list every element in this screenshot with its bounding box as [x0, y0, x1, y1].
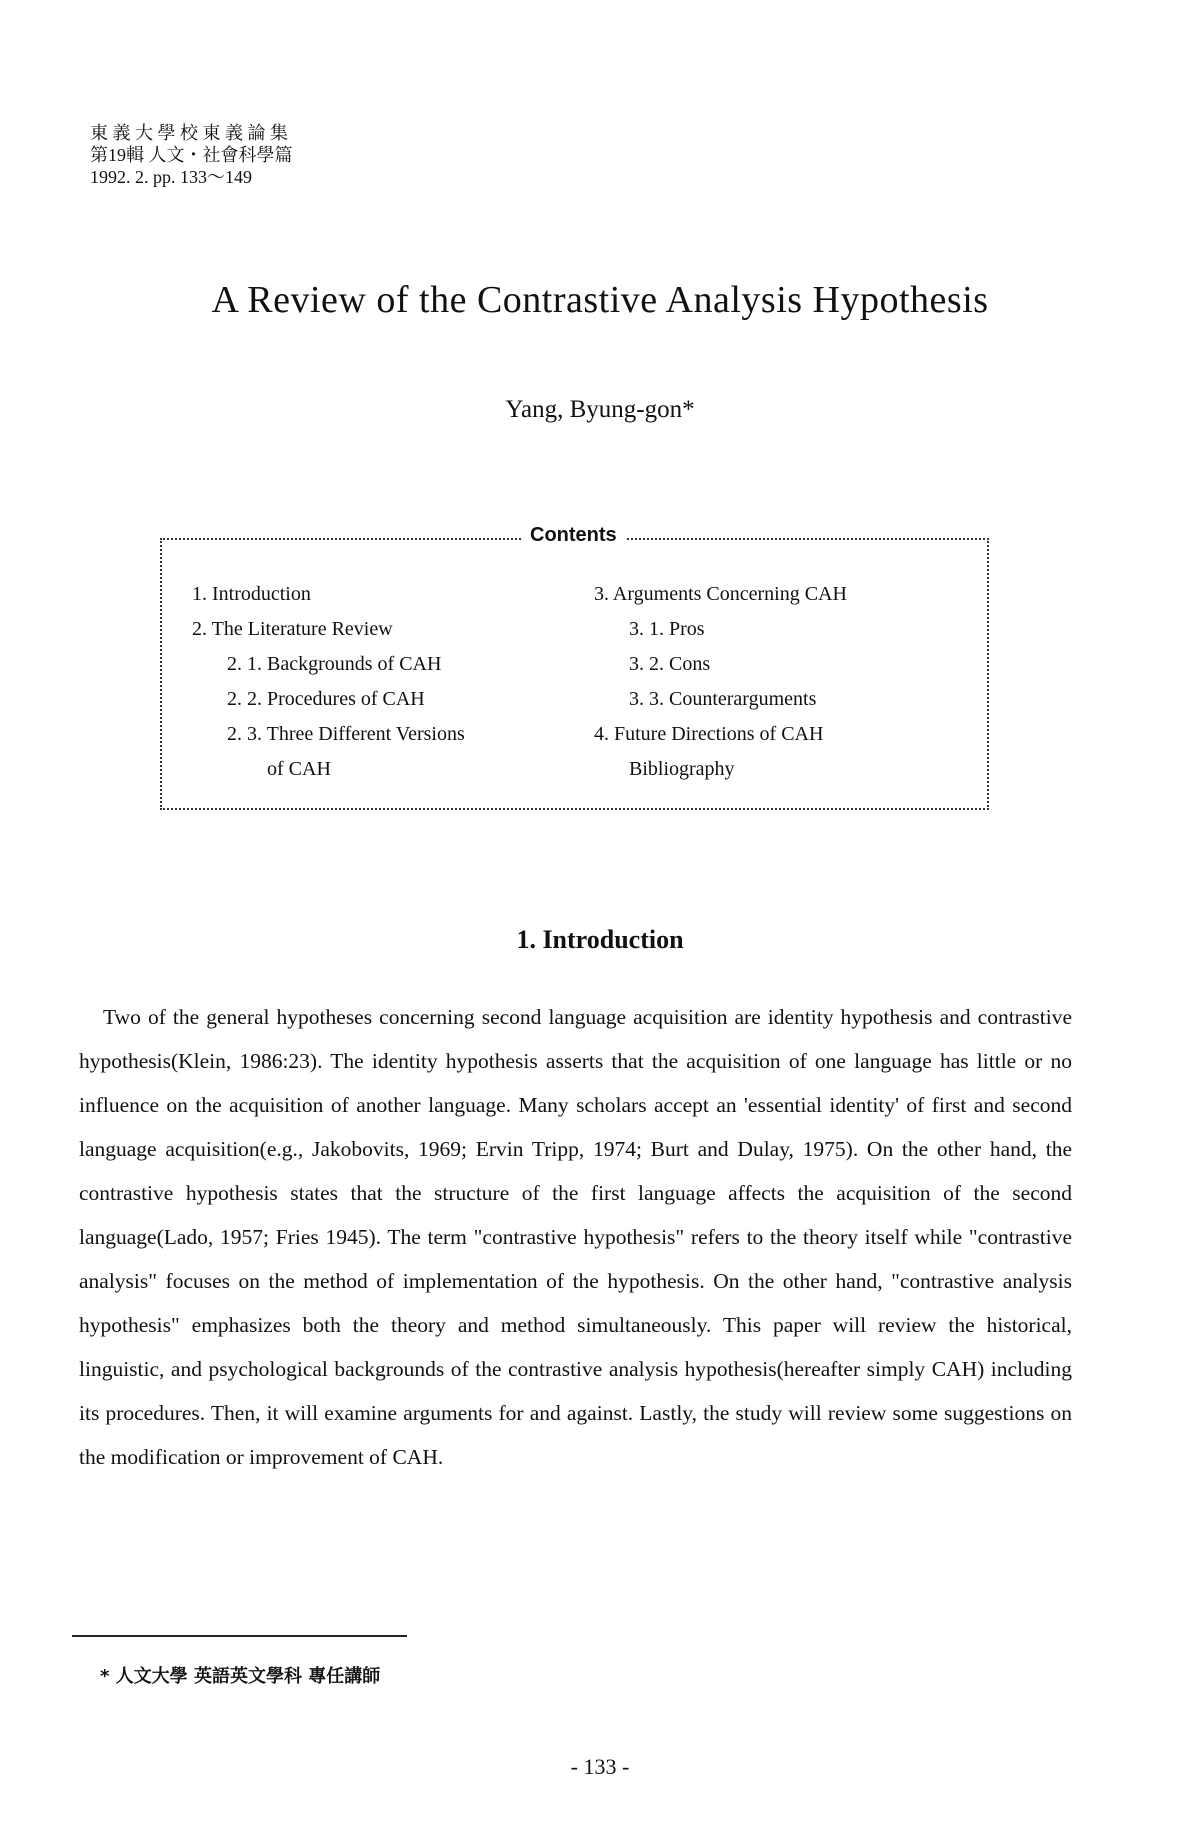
toc-column-right — [594, 577, 847, 787]
page-number: - 133 - — [570, 1754, 630, 1779]
toc-item: 2. 1. Backgrounds of CAH — [227, 653, 442, 675]
footnote: * 人文大學 英語英文學科 專任講師 — [100, 1666, 381, 1687]
toc-item: 2. 2. Procedures of CAH — [227, 688, 425, 710]
body-paragraph: Two of the general hypotheses concerning second language acquisition are identity hypothesis and contrastive hypothesis(Klein, 1986:23). The identity hypothesis asserts that the acquisition of one language has little or no influence on the acquisition of another language. Many scholars accept an 'essential identity' of first and second language acquisition(e.g., Jakobovits, 1969; Ervin Tripp, 1974; Burt and Dulay, 1975). On the other hand, the contrastive hypothesis states that the structure of the first language affects the acquisition of the second language(Lado, 1957; Fries 1945). The term "contrastive hypothesis" refers to the theory itself while "contrastive analysis" focuses on the method of implementation of the hypothesis. On the other hand, "contrastive analysis hypothesis" emphasizes both the theory and method simultaneously. This paper will review the historical, linguistic, and psychological backgrounds of the contrastive analysis hypothesis(hereafter simply CAH) including its procedures. Then, it will examine arguments for and against. Lastly, the study will review some suggestions on the modification or improvement of CAH. — [79, 1005, 1072, 1469]
journal-line-3: 1992. 2. pp. 133～149 — [90, 167, 252, 187]
journal-header — [90, 122, 293, 188]
paper-title: A Review of the Contrastive Analysis Hypothesis — [211, 279, 989, 321]
toc-item: 3. Arguments Concerning CAH — [594, 583, 847, 605]
toc-item: 3. 2. Cons — [629, 653, 711, 675]
toc-item: 2. The Literature Review — [192, 618, 393, 640]
toc-item: 2. 3. Three Different Versions — [227, 723, 465, 745]
toc-column-left — [192, 577, 465, 787]
toc-label: Contents — [522, 524, 625, 547]
paper-author: Yang, Byung-gon* — [505, 396, 695, 423]
toc-item: 1. Introduction — [192, 583, 311, 605]
toc-item: 3. 3. Counterarguments — [629, 688, 817, 710]
toc-item: Bibliography — [629, 758, 735, 780]
journal-line-2: 第19輯 人文・社會科學篇 — [90, 145, 293, 165]
toc-item: 3. 1. Pros — [629, 618, 705, 640]
table-of-contents — [160, 524, 989, 810]
toc-item: of CAH — [267, 758, 331, 780]
footnote-divider — [72, 1635, 407, 1637]
section-heading: 1. Introduction — [516, 925, 684, 954]
journal-line-1: 東 義 大 學 校 東 義 論 集 — [90, 123, 288, 143]
toc-item: 4. Future Directions of CAH — [594, 723, 824, 745]
